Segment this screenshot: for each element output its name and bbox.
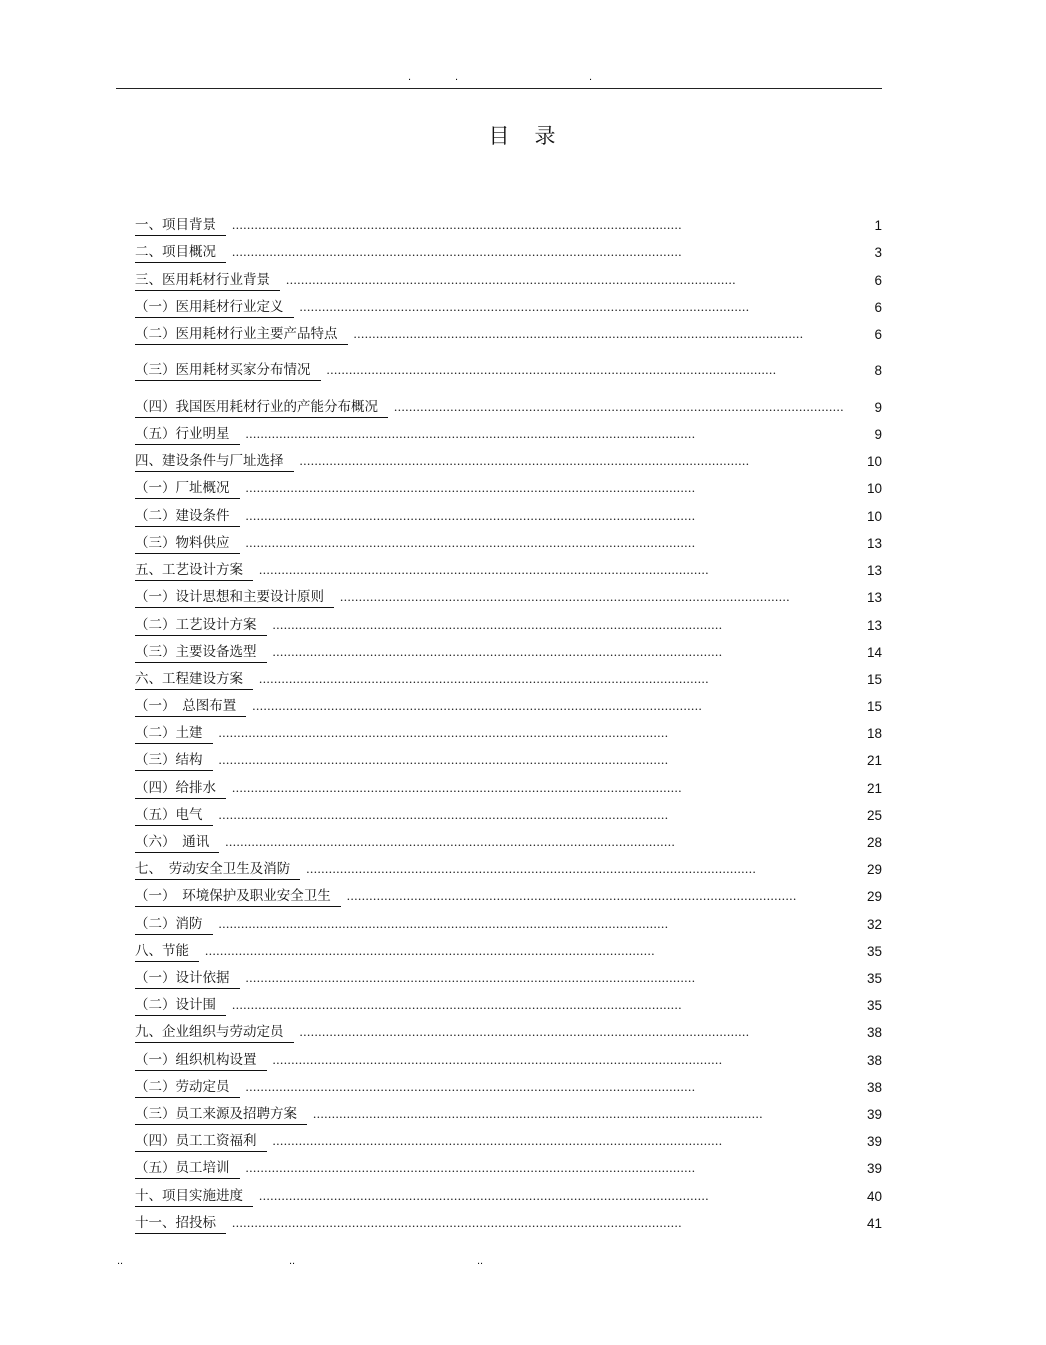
toc-entry-label: （四）员工工资福利: [135, 1132, 267, 1152]
page-footer-marks: [0, 1256, 950, 1270]
toc-entry[interactable]: [0, 1183, 950, 1209]
toc-dot-leader: ........................................................................................................................: [340, 589, 790, 604]
toc-entry-label: （五）员工培训: [135, 1159, 240, 1179]
toc-entry-page-number: 15: [866, 672, 882, 687]
toc-entry-page-number: 38: [866, 1053, 882, 1068]
toc-entry-label: （二）劳动定员: [135, 1078, 240, 1098]
toc-entry[interactable]: [0, 267, 950, 293]
toc-entry-page-number: 13: [866, 563, 882, 578]
toc-dot-leader: ........................................................................................................................: [232, 1215, 682, 1230]
toc-entry-page-number: 39: [866, 1107, 882, 1122]
toc-entry-label: （三）结构: [135, 751, 213, 771]
toc-entry-page-number: 1: [874, 218, 882, 233]
toc-entry[interactable]: [0, 775, 950, 801]
toc-entry[interactable]: [0, 1047, 950, 1073]
toc-entry[interactable]: [0, 856, 950, 882]
toc-dot-leader: ........................................................................................................................: [394, 399, 844, 414]
toc-dot-leader: ........................................................................................................................: [286, 272, 736, 287]
header-mark: .: [455, 71, 459, 83]
toc-entry[interactable]: [0, 212, 950, 238]
toc-entry[interactable]: [0, 557, 950, 583]
toc-entry-page-number: 38: [866, 1080, 882, 1095]
toc-entry[interactable]: [0, 612, 950, 638]
toc-dot-leader: ........................................................................................................................: [272, 1133, 723, 1148]
toc-entry-label: （一）设计思想和主要设计原则: [135, 588, 334, 608]
toc-entry-label: 四、建设条件与厂址选择: [135, 452, 294, 472]
toc-entry-label: （五）行业明星: [135, 425, 240, 445]
toc-entry[interactable]: [0, 938, 950, 964]
toc-entry-label: 五、工艺设计方案: [135, 561, 253, 581]
toc-entry-page-number: 3: [874, 245, 882, 260]
toc-entry-label: （三）员工来源及招聘方案: [135, 1105, 307, 1125]
toc-entry-label: （二）工艺设计方案: [135, 616, 267, 636]
toc-entry-label: （四）给排水: [135, 779, 226, 799]
toc-entry-page-number: 6: [874, 327, 882, 342]
toc-entry[interactable]: [0, 475, 950, 501]
toc-entry-label: （四）我国医用耗材行业的产能分布概况: [135, 398, 388, 418]
toc-entry-page-number: 13: [866, 536, 882, 551]
toc-dot-leader: ........................................................................................................................: [225, 834, 676, 849]
toc-dot-leader: ........................................................................................................................: [245, 1160, 696, 1175]
toc-entry-page-number: 21: [866, 781, 882, 796]
toc-entry[interactable]: [0, 1210, 950, 1236]
toc-dot-leader: ........................................................................................................................: [245, 535, 696, 550]
toc-entry-page-number: 10: [866, 509, 882, 524]
toc-entry-page-number: 21: [866, 753, 882, 768]
toc-entry-label: 二、项目概况: [135, 243, 226, 263]
toc-entry[interactable]: [0, 239, 950, 265]
toc-dot-leader: ........................................................................................................................: [232, 244, 682, 259]
toc-entry-page-number: 15: [866, 699, 882, 714]
toc-dot-leader: ........................................................................................................................: [218, 807, 669, 822]
toc-entry[interactable]: [0, 883, 950, 909]
toc-entry-label: （二）设计围: [135, 996, 226, 1016]
toc-entry[interactable]: [0, 394, 950, 420]
toc-dot-leader: ........................................................................................................................: [259, 1188, 709, 1203]
toc-dot-leader: ........................................................................................................................: [299, 299, 750, 314]
toc-entry[interactable]: [0, 802, 950, 828]
header-mark: .: [589, 71, 593, 83]
toc-dot-leader: ........................................................................................................................: [299, 453, 750, 468]
toc-entry-page-number: 35: [866, 998, 882, 1013]
toc-dot-leader: ........................................................................................................................: [245, 426, 696, 441]
toc-entry[interactable]: [0, 666, 950, 692]
toc-dot-leader: ........................................................................................................................: [252, 698, 703, 713]
toc-entry[interactable]: [0, 911, 950, 937]
toc-entry[interactable]: [0, 357, 950, 383]
toc-entry-label: 十一、招投标: [135, 1214, 226, 1234]
toc-entry[interactable]: [0, 530, 950, 556]
toc-entry-label: （一） 环境保护及职业安全卫生: [135, 887, 341, 907]
toc-entry[interactable]: [0, 294, 950, 320]
toc-entry[interactable]: [0, 965, 950, 991]
toc-entry-page-number: 10: [866, 481, 882, 496]
toc-entry-page-number: 35: [866, 944, 882, 959]
toc-entry-page-number: 13: [866, 618, 882, 633]
footer-mark: ..: [117, 1255, 124, 1267]
toc-entry[interactable]: [0, 1128, 950, 1154]
toc-entry-label: 九、企业组织与劳动定员: [135, 1023, 294, 1043]
toc-entry[interactable]: [0, 421, 950, 447]
toc-entry-label: 八、节能: [135, 942, 199, 962]
toc-entry-page-number: 35: [866, 971, 882, 986]
toc-entry-page-number: 39: [866, 1134, 882, 1149]
toc-entry-label: （二）土建: [135, 724, 213, 744]
header-mark: .: [408, 71, 412, 83]
toc-entry-page-number: 9: [874, 400, 882, 415]
toc-dot-leader: ........................................................................................................................: [245, 970, 696, 985]
toc-dot-leader: ........................................................................................................................: [272, 644, 723, 659]
toc-dot-leader: ........................................................................................................................: [299, 1024, 750, 1039]
toc-dot-leader: ........................................................................................................................: [259, 562, 709, 577]
table-of-contents: [0, 212, 950, 1242]
toc-dot-leader: ........................................................................................................................: [313, 1106, 763, 1121]
toc-dot-leader: ........................................................................................................................: [218, 916, 669, 931]
toc-dot-leader: ........................................................................................................................: [205, 943, 655, 958]
toc-entry-page-number: 6: [874, 300, 882, 315]
header-rule: [116, 88, 882, 89]
toc-dot-leader: ........................................................................................................................: [245, 480, 696, 495]
toc-entry[interactable]: [0, 1074, 950, 1100]
toc-entry[interactable]: [0, 829, 950, 855]
toc-entry[interactable]: [0, 693, 950, 719]
toc-entry-label: （一）厂址概况: [135, 479, 240, 499]
toc-entry[interactable]: [0, 1019, 950, 1045]
toc-dot-leader: ........................................................................................................................: [306, 861, 757, 876]
toc-dot-leader: ........................................................................................................................: [346, 888, 797, 903]
toc-dot-leader: ........................................................................................................................: [245, 508, 696, 523]
toc-entry[interactable]: [0, 639, 950, 665]
toc-entry[interactable]: [0, 1155, 950, 1181]
footer-mark: ..: [289, 1255, 296, 1267]
toc-entry-page-number: 40: [866, 1189, 882, 1204]
toc-entry[interactable]: [0, 448, 950, 474]
toc-entry-label: （一）医用耗材行业定义: [135, 298, 294, 318]
toc-entry-page-number: 38: [866, 1025, 882, 1040]
toc-entry-label: （一） 总图布置: [135, 697, 246, 717]
toc-entry-page-number: 28: [866, 835, 882, 850]
toc-dot-leader: ........................................................................................................................: [232, 217, 682, 232]
toc-entry-page-number: 9: [874, 427, 882, 442]
toc-dot-leader: ........................................................................................................................: [232, 780, 682, 795]
toc-entry-page-number: 6: [874, 273, 882, 288]
toc-dot-leader: ........................................................................................................................: [272, 1052, 723, 1067]
toc-entry-page-number: 14: [866, 645, 882, 660]
toc-entry[interactable]: [0, 503, 950, 529]
toc-entry-label: 十、项目实施进度: [135, 1187, 253, 1207]
toc-entry-page-number: 29: [866, 889, 882, 904]
toc-entry-label: （三）主要设备选型: [135, 643, 267, 663]
toc-entry-page-number: 13: [866, 590, 882, 605]
toc-entry-page-number: 10: [866, 454, 882, 469]
toc-entry-label: 一、项目背景: [135, 216, 226, 236]
toc-entry[interactable]: [0, 720, 950, 746]
toc-dot-leader: ........................................................................................................................: [232, 997, 682, 1012]
toc-entry-page-number: 39: [866, 1161, 882, 1176]
toc-entry-label: （五）电气: [135, 806, 213, 826]
toc-entry-label: （三）物料供应: [135, 534, 240, 554]
toc-entry[interactable]: [0, 321, 950, 347]
toc-entry-label: （二）医用耗材行业主要产品特点: [135, 325, 348, 345]
toc-entry[interactable]: [0, 992, 950, 1018]
toc-dot-leader: ........................................................................................................................: [326, 362, 777, 377]
toc-entry[interactable]: [0, 747, 950, 773]
toc-entry-page-number: 8: [874, 363, 882, 378]
toc-dot-leader: ........................................................................................................................: [353, 326, 804, 341]
toc-dot-leader: ........................................................................................................................: [272, 617, 723, 632]
toc-dot-leader: ........................................................................................................................: [245, 1079, 696, 1094]
toc-entry-page-number: 18: [866, 726, 882, 741]
toc-dot-leader: ........................................................................................................................: [259, 671, 709, 686]
toc-entry[interactable]: [0, 1101, 950, 1127]
toc-entry-label: （三）医用耗材买家分布情况: [135, 361, 321, 381]
page-title: 目 录: [488, 124, 558, 148]
toc-entry-label: （二）消防: [135, 915, 213, 935]
toc-entry-page-number: 41: [866, 1216, 882, 1231]
toc-entry-label: 六、工程建设方案: [135, 670, 253, 690]
page-header-marks: [0, 72, 950, 86]
toc-dot-leader: ........................................................................................................................: [218, 752, 669, 767]
toc-entry-page-number: 25: [866, 808, 882, 823]
toc-entry-label: （一）组织机构设置: [135, 1051, 267, 1071]
toc-entry-page-number: 29: [866, 862, 882, 877]
toc-entry-label: 七、 劳动安全卫生及消防: [135, 860, 300, 880]
toc-entry-label: （二）建设条件: [135, 507, 240, 527]
toc-entry-page-number: 32: [866, 917, 882, 932]
toc-entry[interactable]: [0, 584, 950, 610]
toc-entry-label: 三、医用耗材行业背景: [135, 271, 280, 291]
footer-mark: ..: [477, 1255, 484, 1267]
toc-dot-leader: ........................................................................................................................: [218, 725, 669, 740]
toc-entry-label: （一）设计依据: [135, 969, 240, 989]
toc-entry-label: （六） 通讯: [135, 833, 219, 853]
